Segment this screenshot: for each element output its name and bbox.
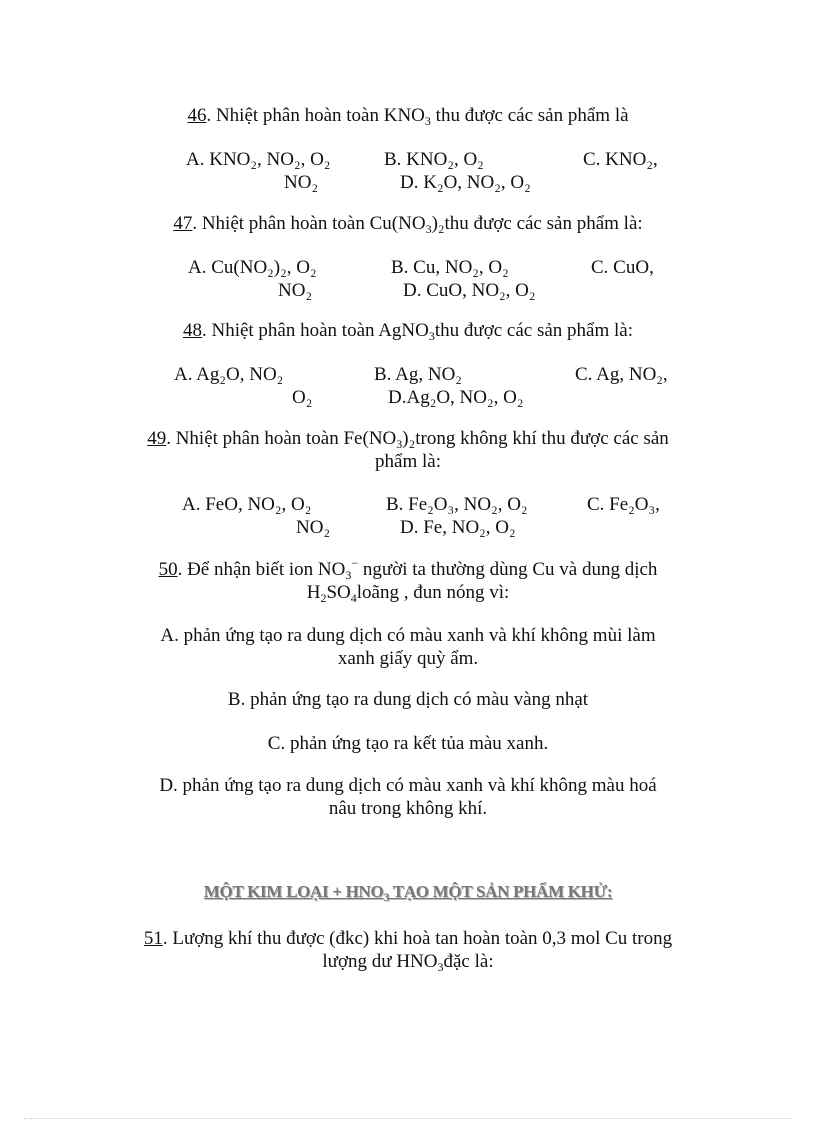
q48-option-b: B. Ag, NO₂ xyxy=(374,364,462,385)
question-number: 49 xyxy=(147,428,167,449)
q50-answer-d-line1: D. phản ứng tạo ra dung dịch có màu xanh và khí không màu hoá xyxy=(159,775,657,796)
q48-option-d: D.Ag₂O, NO₂, O₂ xyxy=(388,387,524,408)
q46-option-d: D. K₂O, NO₂, O₂ xyxy=(400,172,531,193)
question-51-stem-line2: lượng dư $HNO_3đặc$ là: xyxy=(322,951,494,974)
section-heading: MỘT KIM LOẠI + $HNO_3$ TẠO MỘT SẢN PHẨM KHỬ: xyxy=(203,882,613,904)
q49-option-b: B. Fe₂O₃, NO₂, O₂ xyxy=(386,494,528,515)
page-bottom-rule xyxy=(24,1118,792,1119)
question-50-stem: 50. Để nhận biết ion $NO_3^-$ người ta thường dùng Cu và dung dịch xyxy=(158,556,658,582)
q48-option-c-cont: O₂ xyxy=(292,387,313,408)
q49-option-c-cont: NO₂ xyxy=(296,517,331,538)
q48-option-a: A. Ag₂O, NO₂ xyxy=(174,364,284,385)
question-number: 51 xyxy=(143,928,163,949)
question-number: 46 xyxy=(187,105,207,126)
q50-answer-b: B. phản ứng tạo ra dung dịch có màu vàng nhạt xyxy=(227,689,589,710)
q46-option-c-cont: NO₂ xyxy=(284,172,319,193)
q47-option-b: B. Cu, NO₂, O₂ xyxy=(391,257,509,278)
q47-option-d: D. CuO, NO₂, O₂ xyxy=(403,280,536,301)
question-46-stem: 46. Nhiệt phân hoàn toàn $KNO_3$ thu được các sản phẩm là xyxy=(187,105,629,128)
q47-option-c: C. CuO, xyxy=(591,257,654,278)
question-49-stem: 49. Nhiệt phân hoàn toàn $Fe(NO_3)_2trong$ không khí thu được các sản xyxy=(147,428,669,451)
q48-option-c: C. Ag, NO₂, xyxy=(575,364,668,385)
q49-option-c: C. Fe₂O₃, xyxy=(587,494,660,515)
question-47-stem: 47. Nhiệt phân hoàn toàn $Cu(NO_3)_2thu$ được các sản phẩm là: xyxy=(173,213,643,236)
q50-answer-a-line1: A. phản ứng tạo ra dung dịch có màu xanh và khí không mùi làm xyxy=(160,625,656,646)
question-number: 47 xyxy=(173,213,193,234)
q47-option-c-cont: NO₂ xyxy=(278,280,313,301)
question-48-stem: 48. Nhiệt phân hoàn toàn AgNO$_3$thu được các sản phẩm là: xyxy=(182,320,634,343)
q46-option-a: A. KNO₂, NO₂, O₂ xyxy=(186,149,331,170)
question-number: 48 xyxy=(182,320,202,341)
q47-option-a: A. Cu(NO₂)₂, O₂ xyxy=(188,257,317,278)
q50-answer-c: C. phản ứng tạo ra kết tủa màu xanh. xyxy=(267,733,549,754)
q49-option-a: A. FeO, NO₂, O₂ xyxy=(182,494,312,515)
question-number: 50 xyxy=(158,559,178,580)
q46-option-c: C. KNO₂, xyxy=(583,149,658,170)
q49-option-d: D. Fe, NO₂, O₂ xyxy=(400,517,516,538)
q50-answer-a-line2: xanh giấy quỳ ẩm. xyxy=(337,648,479,669)
q46-option-b: B. KNO₂, O₂ xyxy=(384,149,484,170)
question-50-stem-line2: $H_2SO_4loãng$ , đun nóng vì: xyxy=(306,582,510,605)
question-49-stem-line2: phẩm là: xyxy=(375,451,441,472)
q50-answer-d-line2: nâu trong không khí. xyxy=(328,798,488,819)
question-51-stem: 51. Lượng khí thu được (đkc) khi hoà tan hoàn toàn 0,3 mol Cu trong xyxy=(143,928,673,949)
